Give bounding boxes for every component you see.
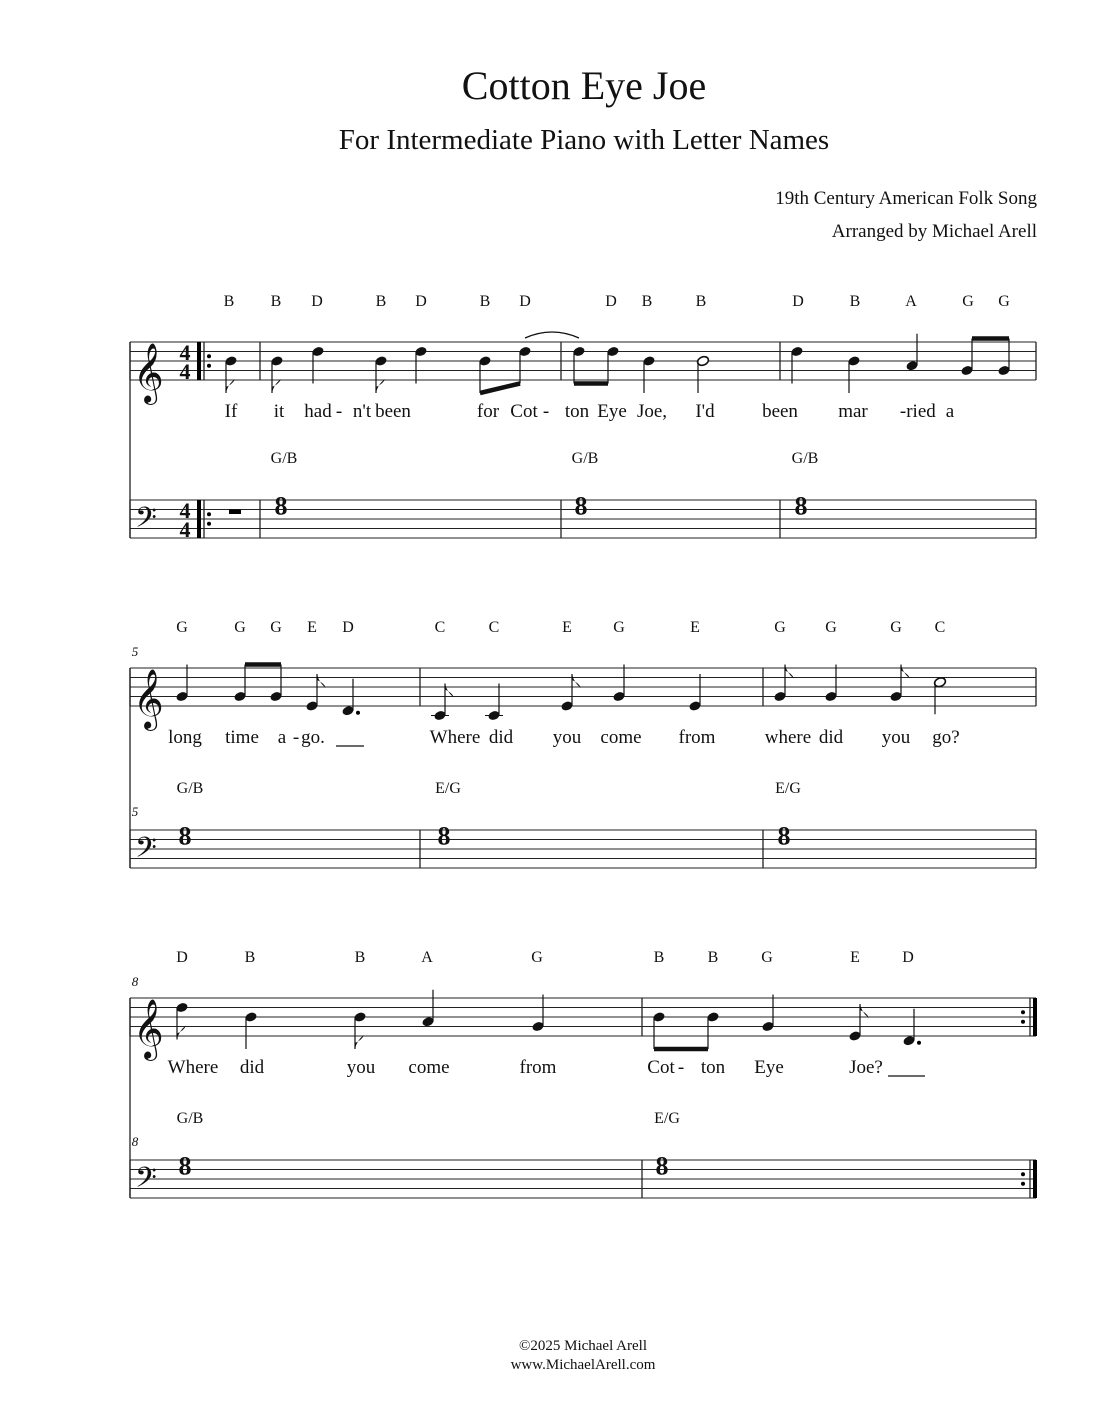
footer-url: www.MichaelArell.com bbox=[510, 1357, 656, 1373]
lyric-syllable: did bbox=[818, 727, 844, 748]
bass-staff bbox=[130, 830, 1036, 868]
bass-chord-note: 8 bbox=[178, 1151, 192, 1181]
chord-symbol: G/B bbox=[791, 450, 819, 467]
lyric-syllable: go. bbox=[301, 727, 325, 748]
measure-number: 5 bbox=[131, 644, 139, 659]
note-letter-name: G bbox=[531, 949, 543, 966]
lyric-syllable: a bbox=[277, 727, 287, 748]
note-letter-name: B bbox=[479, 293, 491, 310]
note-letter-name: G bbox=[825, 619, 837, 636]
note bbox=[431, 684, 454, 722]
note-letter-name: B bbox=[354, 949, 366, 966]
note-letter-name: G bbox=[613, 619, 625, 636]
page-title: Cotton Eye Joe bbox=[461, 63, 707, 108]
note-letter-name: A bbox=[421, 949, 433, 966]
treble-clef-icon: 𝄞 bbox=[133, 671, 164, 728]
note bbox=[905, 334, 918, 372]
composer-credit: 19th Century American Folk Song bbox=[775, 188, 1037, 209]
note bbox=[414, 346, 427, 384]
note-letter-name: G bbox=[176, 619, 188, 636]
note bbox=[341, 679, 360, 717]
lyric-syllable: Where bbox=[429, 727, 481, 748]
time-signature-top: 4 bbox=[179, 340, 191, 365]
note bbox=[761, 995, 774, 1033]
lyric-syllable: been bbox=[375, 401, 411, 422]
note bbox=[485, 684, 503, 722]
note bbox=[353, 1011, 366, 1049]
note bbox=[175, 1002, 188, 1040]
repeat-dot bbox=[1021, 1010, 1025, 1014]
lyric-syllable: Where bbox=[167, 1057, 219, 1078]
note bbox=[688, 674, 701, 712]
note bbox=[606, 346, 619, 384]
lyric-syllable: ton bbox=[564, 401, 590, 422]
lyric-syllable: go? bbox=[932, 727, 960, 748]
note bbox=[696, 355, 709, 393]
augmentation-dot bbox=[917, 1041, 921, 1045]
repeat-dot bbox=[1021, 1172, 1025, 1176]
footer-copyright: ©2025 Michael Arell bbox=[518, 1338, 648, 1354]
note-letter-name: G bbox=[270, 619, 282, 636]
note-letter-name: G bbox=[962, 293, 974, 310]
note bbox=[175, 665, 188, 703]
slur bbox=[525, 332, 579, 338]
lyric-syllable: - bbox=[677, 1057, 685, 1078]
note-letter-name: D bbox=[792, 293, 804, 310]
note bbox=[960, 339, 973, 377]
note-flag bbox=[860, 1004, 869, 1018]
note bbox=[244, 1011, 257, 1049]
time-signature-bottom: 4 bbox=[179, 359, 191, 384]
treble-staff bbox=[130, 668, 1036, 706]
time-signature-top: 4 bbox=[179, 498, 191, 523]
lyric-syllable: from bbox=[519, 1057, 557, 1078]
note-letter-name: G bbox=[890, 619, 902, 636]
bass-chord-note: 8 bbox=[777, 821, 791, 851]
chord-symbol: G/B bbox=[571, 450, 599, 467]
note-letter-name: G bbox=[234, 619, 246, 636]
note bbox=[572, 346, 585, 384]
lyric-syllable: been bbox=[762, 401, 798, 422]
note-letter-name: D bbox=[519, 293, 531, 310]
note bbox=[790, 346, 803, 384]
lyric-syllable: did bbox=[239, 1057, 265, 1078]
note-letter-name: G bbox=[998, 293, 1010, 310]
note bbox=[933, 676, 946, 714]
note-flag bbox=[572, 674, 581, 688]
note-flag bbox=[901, 665, 910, 679]
treble-staff bbox=[130, 342, 1036, 380]
bass-chord-note: 8 bbox=[178, 821, 192, 851]
note-letter-name: G bbox=[774, 619, 786, 636]
note-letter-name: E bbox=[850, 949, 860, 966]
note-flag bbox=[226, 379, 235, 393]
measure-number: 5 bbox=[131, 804, 139, 819]
note-letter-name: A bbox=[905, 293, 917, 310]
lyric-syllable: you bbox=[552, 727, 582, 748]
lyric-syllable: Cot bbox=[510, 401, 538, 422]
lyric-syllable: Cot bbox=[647, 1057, 675, 1078]
lyric-syllable: did bbox=[488, 727, 514, 748]
note-flag bbox=[785, 665, 794, 679]
note bbox=[612, 665, 625, 703]
lyric-syllable: time bbox=[225, 727, 259, 748]
note bbox=[270, 355, 283, 393]
note-letter-name: C bbox=[934, 619, 946, 636]
lyric-syllable: from bbox=[678, 727, 716, 748]
note-flag bbox=[376, 379, 385, 393]
lyric-syllable: mar bbox=[838, 401, 868, 422]
note bbox=[824, 665, 837, 703]
bass-chord-note: 8 bbox=[655, 1151, 669, 1181]
note-letter-name: D bbox=[605, 293, 617, 310]
repeat-dot bbox=[207, 364, 211, 368]
lyric-syllable: If bbox=[224, 401, 238, 422]
lyric-syllable: for bbox=[476, 401, 500, 422]
lyric-syllable: you bbox=[346, 1057, 376, 1078]
repeat-dot bbox=[1021, 1020, 1025, 1024]
lyric-syllable: it bbox=[273, 401, 285, 422]
note-flag bbox=[445, 684, 454, 698]
note bbox=[652, 1011, 665, 1049]
note-letter-name: B bbox=[375, 293, 387, 310]
bass-chord-note: 8 bbox=[794, 491, 808, 521]
lyric-syllable: you bbox=[881, 727, 911, 748]
bass-clef-icon: 𝄢 bbox=[135, 503, 157, 541]
note-flag bbox=[317, 674, 326, 688]
note-letter-name: C bbox=[488, 619, 500, 636]
note-letter-name: E bbox=[690, 619, 700, 636]
time-signature-bottom: 4 bbox=[179, 517, 191, 542]
lyric-syllable: Joe, bbox=[636, 401, 668, 422]
note bbox=[374, 355, 387, 393]
repeat-thick-barline bbox=[1033, 1160, 1037, 1198]
note bbox=[847, 355, 860, 393]
repeat-dot bbox=[1021, 1182, 1025, 1186]
note-letter-name: E bbox=[562, 619, 572, 636]
chord-symbol: E/G bbox=[435, 780, 461, 797]
note-letter-name: C bbox=[434, 619, 446, 636]
note-letter-name: B bbox=[653, 949, 665, 966]
note-letter-name: D bbox=[342, 619, 354, 636]
lyric-syllable: had bbox=[304, 401, 332, 422]
note-letter-name: B bbox=[707, 949, 719, 966]
arranger-credit: Arranged by Michael Arell bbox=[831, 221, 1037, 242]
page-subtitle: For Intermediate Piano with Letter Names bbox=[338, 124, 830, 156]
bass-chord-note: 8 bbox=[274, 491, 288, 521]
note-letter-name: B bbox=[244, 949, 256, 966]
note bbox=[642, 355, 655, 393]
chord-symbol: G/B bbox=[176, 780, 204, 797]
note-letter-name: D bbox=[415, 293, 427, 310]
note bbox=[531, 995, 544, 1033]
note-letter-name: D bbox=[176, 949, 188, 966]
lyric-syllable: Eye bbox=[754, 1057, 784, 1078]
note bbox=[706, 1011, 719, 1049]
lyric-syllable: a bbox=[945, 401, 955, 422]
chord-symbol: E/G bbox=[654, 1110, 680, 1127]
lyric-syllable: come bbox=[408, 1057, 450, 1078]
bass-chord-note: 8 bbox=[437, 821, 451, 851]
repeat-thick-barline bbox=[1033, 998, 1037, 1036]
lyric-syllable: Eye bbox=[597, 401, 627, 422]
chord-symbol: E/G bbox=[775, 780, 801, 797]
repeat-thick-barline bbox=[197, 500, 201, 538]
lyric-syllable: - bbox=[292, 727, 300, 748]
chord-symbol: G/B bbox=[270, 450, 298, 467]
note bbox=[233, 665, 246, 703]
note-letter-name: G bbox=[761, 949, 773, 966]
note bbox=[997, 339, 1010, 377]
note-letter-name: D bbox=[311, 293, 323, 310]
note bbox=[311, 346, 324, 384]
note-letter-name: B bbox=[641, 293, 653, 310]
note bbox=[478, 355, 491, 393]
note-flag bbox=[272, 379, 281, 393]
repeat-dot bbox=[207, 512, 211, 516]
lyric-syllable: ton bbox=[700, 1057, 726, 1078]
treble-clef-icon: 𝄞 bbox=[133, 345, 164, 402]
note bbox=[421, 990, 434, 1028]
note bbox=[224, 355, 237, 393]
lyric-syllable: - bbox=[899, 401, 907, 422]
note bbox=[269, 665, 282, 703]
half-rest-icon bbox=[229, 510, 241, 515]
treble-staff bbox=[130, 998, 1036, 1036]
measure-number: 8 bbox=[131, 1134, 139, 1149]
note-letter-name: E bbox=[307, 619, 317, 636]
note-letter-name: B bbox=[223, 293, 235, 310]
augmentation-dot bbox=[356, 711, 360, 715]
repeat-thick-barline bbox=[197, 342, 201, 380]
note-letter-name: B bbox=[270, 293, 282, 310]
chord-symbol: G/B bbox=[176, 1110, 204, 1127]
note-beam bbox=[480, 384, 520, 394]
bass-chord-note: 8 bbox=[574, 491, 588, 521]
lyric-syllable: where bbox=[764, 727, 812, 748]
note bbox=[902, 1009, 921, 1047]
lyric-syllable: come bbox=[600, 727, 642, 748]
treble-clef-icon: 𝄞 bbox=[133, 1001, 164, 1058]
lyric-syllable: ried bbox=[906, 401, 936, 422]
bass-staff bbox=[130, 1160, 1036, 1198]
note-flag bbox=[177, 1026, 186, 1040]
lyric-syllable: I'd bbox=[695, 401, 715, 422]
measure-number: 8 bbox=[131, 974, 139, 989]
lyric-syllable: Joe? bbox=[849, 1057, 883, 1078]
lyric-syllable: long bbox=[168, 727, 202, 748]
note-letter-name: B bbox=[695, 293, 707, 310]
note-letter-name: B bbox=[849, 293, 861, 310]
note-flag bbox=[355, 1035, 364, 1049]
note-letter-name: D bbox=[902, 949, 914, 966]
bass-clef-icon: 𝄢 bbox=[135, 1163, 157, 1201]
repeat-dot bbox=[207, 354, 211, 358]
repeat-dot bbox=[207, 522, 211, 526]
lyric-syllable: n't bbox=[352, 401, 372, 422]
note bbox=[518, 346, 531, 384]
lyric-syllable: - bbox=[335, 401, 343, 422]
bass-clef-icon: 𝄢 bbox=[135, 833, 157, 871]
lyric-syllable: - bbox=[542, 401, 550, 422]
